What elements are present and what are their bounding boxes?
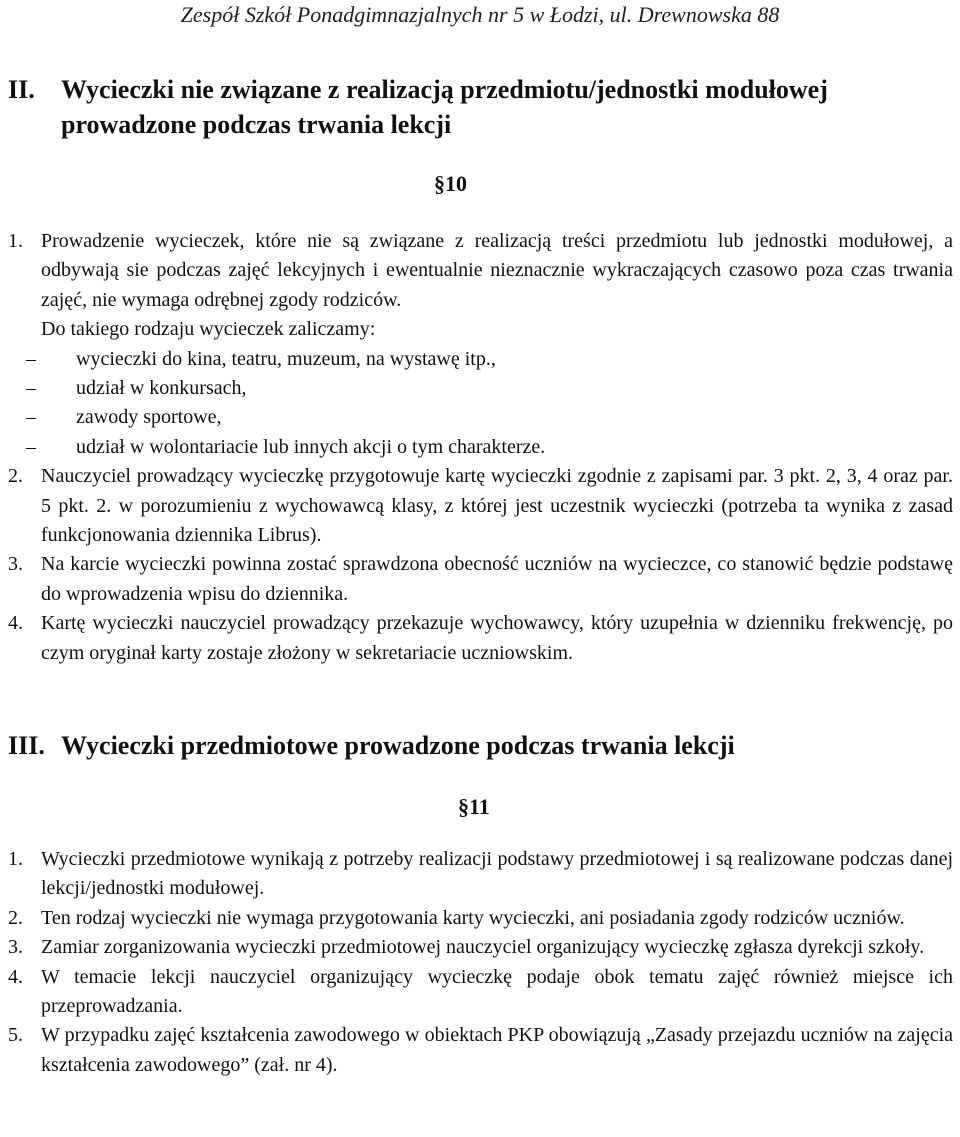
item-intro: Do takiego rodzaju wycieczek zaliczamy: (41, 318, 376, 341)
section-2-number: II. (8, 75, 35, 104)
dash-item-text: wycieczki do kina, teatru, muzeum, na wystawę itp., (76, 347, 496, 370)
list-item (8, 462, 953, 550)
item-text: Kartę wycieczki nauczyciel prowadzący przekazuje wychowawcy, który uzupełnia w dzienniku frekwencję, po czym oryginał karty zostaje złożony w sekretariacie uczniowskim. (41, 612, 953, 664)
paragraph-sign-10: §10 (434, 171, 467, 196)
item-number: 2. (8, 465, 23, 488)
dash-item: – udział w konkursach, (26, 377, 247, 400)
item-text: Wycieczki przedmiotowe wynikają z potrzeby realizacji podstawy przedmiotowej i są realizowane podczas danej lekcji/jednostki modułowej. (41, 848, 953, 900)
item-text: Prowadzenie wycieczek, które nie są związane z realizacją treści przedmiotu lub jednostki modułowej, a odbywają sie podczas zajęć lekcyjnych i ewentualnie nieznacznie wykraczających czasowo poza czas trwania zajęć, nie wymaga odrębnej zgody rodziców. (41, 230, 953, 311)
item-text: Ten rodzaj wycieczki nie wymaga przygotowania karty wycieczki, ani posiadania zgody rodziców uczniów. (41, 906, 905, 929)
section-2-list (8, 227, 953, 668)
item-text: Zamiar zorganizowania wycieczki przedmiotowej nauczyciel organizujący wycieczkę zgłasza dyrekcji szkoły. (41, 936, 925, 959)
dash-item-text: udział w konkursach, (76, 377, 247, 400)
section-3-heading: Wycieczki przedmiotowe prowadzone podczas trwania lekcji (61, 731, 735, 760)
dash-item: – wycieczki do kina, teatru, muzeum, na wystawę itp., (26, 347, 496, 370)
page-header: Zespół Szkół Ponadgimnazjalnych nr 5 w Łodzi, ul. Drewnowska 88 (180, 2, 780, 27)
section-3-list (8, 845, 953, 1080)
item-number: 1. (8, 230, 23, 252)
section-3-number: III. (8, 731, 45, 760)
dash-item-text: zawody sportowe, (76, 406, 222, 429)
section-2-title (8, 72, 953, 142)
list-item (8, 227, 953, 315)
section-3-title (8, 728, 953, 763)
item-text: W przypadku zajęć kształcenia zawodowego w obiektach PKP obowiązują „Zasady przejazdu uczniów na zajęcia kształcenia zawodowego” (zał. nr 4). (41, 1024, 953, 1076)
dash-item: – zawody sportowe, (26, 406, 222, 429)
list-item (8, 609, 953, 668)
item-text: Na karcie wycieczki powinna zostać sprawdzona obecność uczniów na wycieczce, co stanowić będzie podstawę do wprowadzenia wpisu do dziennika. (41, 553, 953, 605)
list-item (8, 1021, 953, 1080)
list-item (8, 963, 953, 1022)
dash-item: – udział w wolontariacie lub innych akcji o tym charakterze. (26, 435, 546, 458)
item-number: 5. (8, 1024, 23, 1047)
item-text: W temacie lekcji nauczyciel organizujący wycieczkę podaje obok tematu zajęć również miejsce ich przeprowadzania. (41, 965, 953, 1018)
list-item (8, 904, 953, 933)
item-number: 4. (8, 965, 23, 988)
item-number: 3. (8, 553, 23, 576)
list-item (8, 933, 953, 962)
list-item-intro (8, 315, 953, 344)
paragraph-sign-11: §11 (458, 794, 490, 819)
list-item (8, 550, 953, 609)
list-item (8, 845, 953, 904)
dash-item-text: udział w wolontariacie lub innych akcji o tym charakterze. (76, 435, 546, 458)
item-number: 3. (8, 936, 23, 959)
section-2-heading: Wycieczki nie związane z realizacją przedmiotu/jednostki modułowej prowadzone podczas trwania lekcji (61, 75, 828, 139)
item-number: 1. (8, 848, 23, 870)
item-number: 2. (8, 906, 23, 929)
item-text: Nauczyciel prowadzący wycieczkę przygotowuje kartę wycieczki zgodnie z zapisami par. 3 pkt. 2, 3, 4 oraz par. 5 pkt. 2. w porozumieniu z wychowawcą klasy, z której jest uczestnik wycieczki (potrzeba ta wynika z zasad funkcjonowania dziennika Librus). (41, 465, 953, 547)
item-number: 4. (8, 612, 23, 635)
